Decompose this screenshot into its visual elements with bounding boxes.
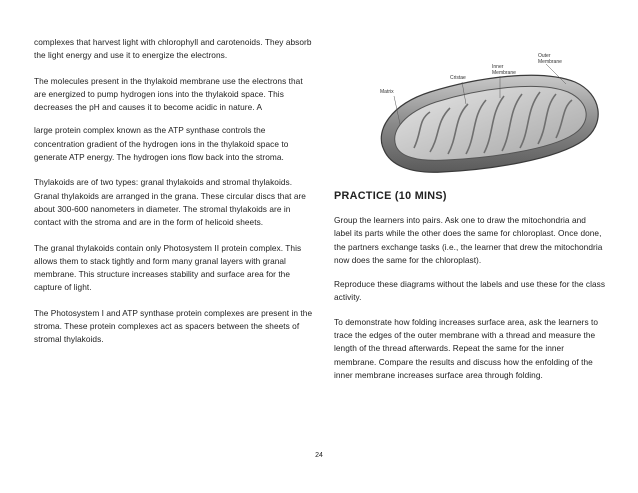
label-inner-membrane-line1: Inner: [492, 64, 504, 70]
paragraph-atp-synthase: large protein complex known as the ATP synthase controls the concentration gradient of the hydrogen ions in the thylakoid space to generate ATP energy. The hydrogen ions flow back into the stroma.: [34, 125, 289, 163]
label-cristae: Cristae: [450, 75, 466, 81]
paragraph-light-harvesting: complexes that harvest light with chlorophyll and carotenoids. They absorb the light energy and use it to energize the electrons.: [34, 37, 312, 61]
paragraph-photosystem-i: The Photosystem I and ATP synthase protein complexes are present in the stroma. These protein complexes act as spacers between the sheets of stromal thylakoids.: [34, 307, 313, 345]
practice-paragraph-pairs: Group the learners into pairs. Ask one to draw the mitochondria and label its parts while the other does the same for chloroplast. Once done, the partners exchange tasks (i.e., the learner that drew the mitochondria now does the same for the chloroplast).: [334, 215, 603, 265]
practice-paragraph-folding: To demonstrate how folding increases surface area, ask the learners to trace the edges of the outer membrane with a thread and measure the length of the thread afterwards. Repeat the same for the inner membrane. Compare the results and discuss how the enfolding of the inner membrane increases surface area through folding.: [334, 316, 599, 380]
label-outer-membrane-line2: Membrane: [538, 59, 562, 65]
practice-heading: PRACTICE (10 MINS): [334, 190, 447, 202]
label-outer-membrane-line1: Outer: [538, 53, 551, 59]
label-matrix: Matrix: [380, 89, 394, 95]
practice-section: [334, 214, 606, 382]
label-inner-membrane-line2: Membrane: [492, 70, 516, 76]
paragraph-electron-pumping: The molecules present in the thylakoid membrane use the electrons that are energized to pump hydrogen ions into the thylakoid space. This decreases the pH and causes it to become acidic in nature. A: [34, 75, 303, 113]
paragraph-thylakoid-types: Thylakoids are of two types: granal thylakoids and stromal thylakoids. Granal thylakoids are arranged in the grana. These circular discs that are about 300-600 nanometers in diameter. The stromal thylakoids are in contact with the stroma and are in the form of helicoid sheets.: [34, 177, 306, 228]
page-number: 24: [315, 452, 323, 459]
practice-paragraph-reproduce: Reproduce these diagrams without the labels and use these for the class activity.: [334, 279, 606, 303]
left-column: [34, 36, 316, 358]
paragraph-photosystem-ii: The granal thylakoids contain only Photosystem II protein complex. This allows them to stack tightly and form many granal layers with granal membrane. This structure increases stability and surface area for the capture of light.: [34, 242, 302, 293]
mitochondrion-illustration: [370, 52, 610, 180]
mitochondrion-diagram: [370, 52, 610, 180]
